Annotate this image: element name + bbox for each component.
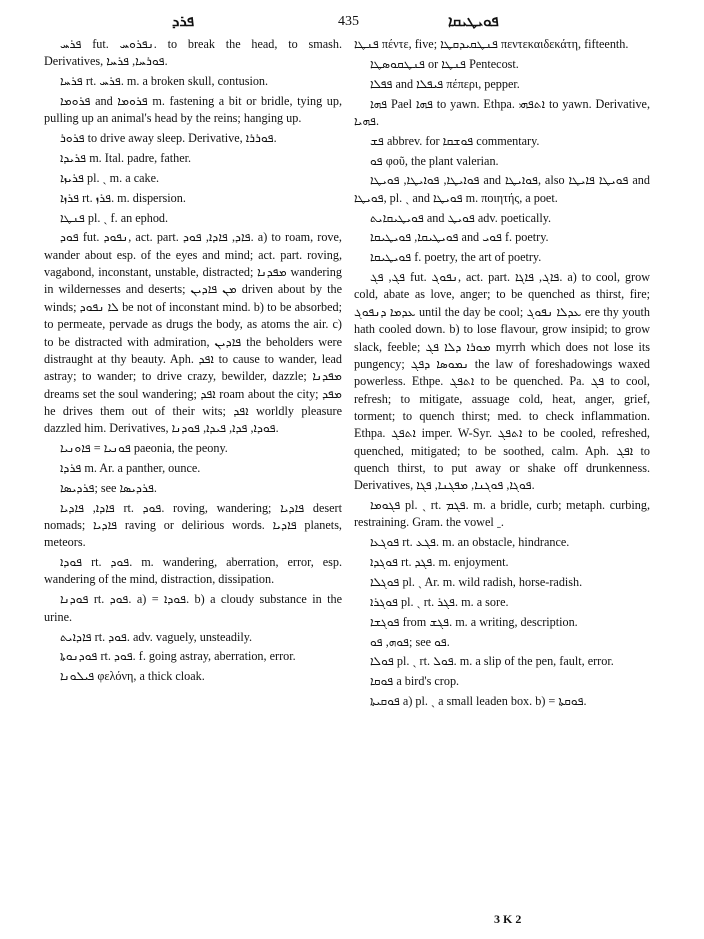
- dictionary-entry: ܦܘܕ fut. ܢܦܘܕ, act. part. ܦܐܕ, ܦܐܕܐ, ܦܘܕ. a) to roam, rove, wander about esp. of the eyes and mind; act. part. roving, vagabond, inconstant, unstable, distracted; ܡܦܕܢܐ wandering in wildernesses and deserts; ܡܢ ܦܐܕܝܢ driven about by the winds; ܠܐ ܢܦܘܕ be not of inconstant mind. b) to be absorbed; to permeate, pervade as drugs the body, as atoms the air. c) to be distracted with admiration, ܦܐܕܝܢ the beholders were distraught at thy beauty. Aph. ܐܦܕ to cause to wander, lead astray; to wander; to drive crazy, bewilder, dazzle; ܡܦܕܢܐ dreams set the soul wandering; ܐܦܕ roam about the city; ܡܦܕ he drives them out of their wits; ܐܦܕ worldly pleasure dazzled him. Derivatives, ܦܘܕܐ, ܦܕܐ, ܦܝܕܐ, ܦܘܕܢܐ.: [44, 230, 342, 436]
- dictionary-entry: ܦܘܝܛܝܩܐ f. poetry, the art of poetry.: [370, 250, 542, 265]
- dictionary-entry: ܦܘܗ, ܦܘ; see ܦܘ.: [370, 634, 450, 649]
- dictionary-entry: ܦܢܛܐ πέντε, five; ܦܢܛܩܝܕܩܛܐ πεντεκαιδεκάτη, fifteenth.: [354, 37, 629, 51]
- dictionary-entry: ܦܘܕܢܘܬܐ rt. ܦܘܕ. f. going astray, aberration, error.: [60, 649, 296, 664]
- dictionary-entry: ܦܘܓܥܐ rt. ܦܓܥ. m. an obstacle, hindrance.: [370, 535, 570, 550]
- dictionary-entry: ܦܘܝܛܝܩܐ, ܦܘܝܛܝܩܐ and ܦܘܝ f. poetry.: [370, 230, 549, 245]
- dictionary-entry: ܦܪܘܪ to drive away sleep. Derivative, ܦܘܪܪܐ.: [60, 131, 277, 146]
- running-head-right: ܦܘܝܛܝܩܐ: [448, 12, 499, 30]
- dictionary-entry: ܦܓ, ܦܓ fut. ܢܦܘܓ, act. part. ܦܐܓ, ܦܐܓܐ. a) to cool, grow cold, abate as love, anger; to be quenched as thirst, fire; ܥܕܡܐ ܕܢܦܘܓ until the day be cool; ܥܕܠܐ ܢܦܘܓ ere thy youth hath cooled down. b) to lose flavour, grow insipid; to grow slack, feeble; ܡܘܪܐ ܕܠܐ ܦܓ myrrh which does not lose its pungency; ܢܡܘܣܐ ܕܦܓ the law of foreshadowings waxed powerless. Ethpe. ܐܬܦܓ to be quenched. Pa. ܦܓ to cool, refresh; to mitigate, assuage cold, heat, anger, grief, torment; to quench thirst; med. to check inflammation. Ethpa. ܐܬܦܓ imper. W-Syr. ܐܬܦܓ to be cooled, refreshed, quenched, mitigated; to be soothed, calm. Aph. ܐܦܓ to quench thirst, to put away or shake off drunkenness. Derivatives, ܦܘܓܐ, ܦܘܓܢܐ, ܡܦܓܢܐ, ܦܓܐ.: [354, 270, 650, 493]
- dictionary-entry: ܦܘܓܕܐ rt. ܦܓܕ. m. enjoyment.: [370, 555, 509, 570]
- dictionary-entry: ܦܐܕܐ, ܦܐܕܝܐ rt. ܦܘܕ. roving, wandering; ܦܐܕܝܐ desert nomads; ܦܐܕܝܐ raving or delirious words. ܦܐܕܝܐ planets, meteors.: [44, 500, 342, 550]
- dictionary-entry: ܦܘܓܠܐ pl. ˏ Ar. m. wild radish, horse-radish.: [370, 574, 583, 589]
- dictionary-entry: ܦܘܢܝܐ = ܦܐܘܢܝܐ paeonia, the peony.: [60, 441, 228, 456]
- page-header: [0, 0, 704, 34]
- dictionary-entry: ܦܘܕܐ rt. ܦܘܕ. m. wandering, aberration, error, esp. wandering of the mind, distraction, dissipation.: [44, 555, 342, 587]
- dictionary-entry: ܦܫ abbrev. for ܦܘܫܩܐ commentary.: [370, 133, 540, 148]
- signature-mark: 3 K 2: [494, 912, 522, 926]
- dictionary-entry: ܦܘܕܢܐ rt. ܦܘܕ. a) = ܦܘܕܐ. b) a cloudy substance in the urine.: [44, 592, 342, 624]
- dictionary-entry: ܦܘܠܐ pl. ˏ rt. ܦܘܠ. m. a slip of the pen, fault, error.: [370, 654, 614, 669]
- dictionary-entry: ܦܢܛܐ pl. ˏ f. an ephod.: [60, 210, 169, 225]
- dictionary-entry: ܦܘܐܝܛܐ, ܦܘܐܝܛܐ, ܦܘܝܛܐ and ܦܘܐܝܛܐ, also ܦܘܝܛܐ ܦܐܝܛܐ and ܦܘܝܛܐ, pl. ˏ and ܦܘܝܛܐ m. ποιητής, a poet.: [354, 173, 650, 205]
- dictionary-entry: ܦܘ φοῦ, the plant valerian.: [370, 153, 499, 168]
- dictionary-entry: ܦܝܠܘܢܐ φελόνη, a thick cloak.: [60, 669, 205, 684]
- dictionary-entry: ܦܪܕܝܣܐ; see ܦܪܕܝܣܐ.: [60, 480, 157, 495]
- dictionary-entry: ܦܘܓܫܐ from ܦܓܫ. m. a writing, description.: [370, 614, 578, 629]
- dictionary-entry: ܦܪܚ fut. ܢܦܪܘܚ. to break the head, to smash. Derivatives, ܦܘܪܚܐ, ܦܪܚܐ.: [44, 37, 342, 69]
- left-column: [44, 36, 342, 906]
- right-column: [354, 36, 650, 906]
- dictionary-entry: ܦܘܓܪܐ pl. ˏ rt. ܦܓܪ. m. a sore.: [370, 594, 509, 609]
- dictionary-entry: ܦܘܩܐ a bird's crop.: [370, 674, 460, 689]
- dictionary-entry: ܦܪܝܙܐ pl. ˏ m. a cake.: [60, 170, 160, 185]
- dictionary-entry: ܦܪܕܐ m. Ar. a panther, ounce.: [60, 460, 201, 475]
- dictionary-entry: ܦܪܙܐ rt. ܦܪܙ. m. dispersion.: [60, 190, 186, 205]
- running-head-left: ܦܪܕ: [172, 12, 195, 30]
- dictionary-entry: ܦܓܘܡܐ pl. ˏ rt. ܦܓܡ. m. a bridle, curb; metaph. curbing, restraining. Gram. the vowel ˍ.: [354, 498, 650, 530]
- dictionary-entry: ܦܪܘܡܐ and ܦܪܘܡܐ m. fastening a bit or bridle, tying up, pulling up an animal's head by the reins; hanging up.: [44, 94, 342, 126]
- dictionary-entry: ܦܗܐ Pael ܦܗܐ to yawn. Ethpa. ܐܬܦܗܝ to yawn. Derivative, ܦܗܝܐ.: [354, 96, 650, 128]
- dictionary-entry: ܦܢܛܩܘܣܛܐ or ܦܢܛܐ Pentecost.: [370, 56, 519, 71]
- page-number: 435: [338, 14, 359, 29]
- dictionary-entry: ܦܘܩܝܬܐ a) pl. ˏ a small leaden box. b) = ܦܘܩܬܐ.: [370, 694, 587, 709]
- dictionary-entry: ܦܪܚܐ rt. ܦܪܚ. m. a broken skull, contusion.: [60, 74, 269, 89]
- dictionary-entry: ܦܐܕܐܝܬ rt. ܦܘܕ. adv. vaguely, unsteadily.: [60, 629, 253, 644]
- dictionary-entry: ܦܪܝܕܐ m. Ital. padre, father.: [60, 151, 192, 166]
- dictionary-entry: ܦܦܠܐ and ܦܝܦܠܐ πέπερι, pepper.: [370, 76, 520, 91]
- dictionary-entry: ܦܘܝܛܝܩܐܝܬ and ܦܘܝܛ adv. poetically.: [370, 210, 552, 225]
